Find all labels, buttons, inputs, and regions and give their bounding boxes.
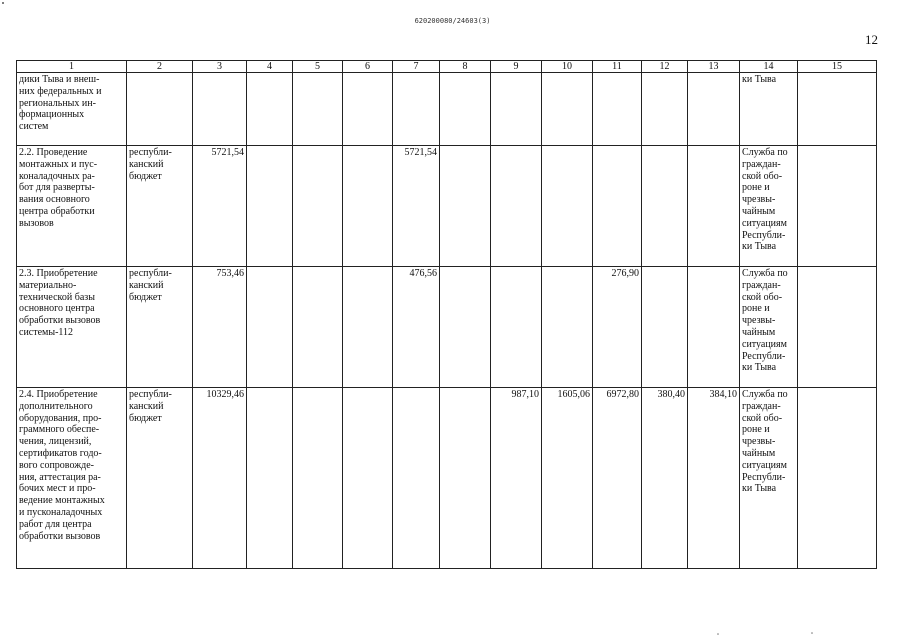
table-row xyxy=(17,146,877,267)
empty-cell xyxy=(343,388,393,569)
column-header: 2 xyxy=(127,61,193,73)
year-value-cell: 987,10 xyxy=(491,388,542,569)
year-value-cell: 380,40 xyxy=(642,388,688,569)
table-row xyxy=(17,267,877,388)
empty-cell xyxy=(247,73,293,146)
total-cell xyxy=(193,73,247,146)
column-header: 7 xyxy=(393,61,440,73)
scan-speck xyxy=(811,632,813,634)
empty-cell xyxy=(440,267,491,388)
year-value-cell xyxy=(688,146,740,267)
year-value-cell xyxy=(542,146,593,267)
year-value-cell xyxy=(491,267,542,388)
year-value-cell xyxy=(688,73,740,146)
empty-cell xyxy=(343,73,393,146)
year-value-cell: 1605,06 xyxy=(542,388,593,569)
year-value-cell xyxy=(642,73,688,146)
empty-cell xyxy=(247,146,293,267)
year-value-cell: 5721,54 xyxy=(393,146,440,267)
activity-cell: 2.4. Приобретение дополнительного оборудования, про- граммного обеспе- чения, лицензий, сертификатов годо- вого сопровожде- ния, аттестация ра- бочих мест и про- ведение монтажных и пусконаладочных работ для центра обработки вызовов xyxy=(17,388,127,569)
activity-cell: 2.3. Приобретение материально- технической базы основного центра обработки вызовов системы-112 xyxy=(17,267,127,388)
responsible-cell: ки Тыва xyxy=(740,73,798,146)
year-value-cell xyxy=(593,146,642,267)
empty-cell xyxy=(293,388,343,569)
header-row xyxy=(17,61,877,73)
year-value-cell xyxy=(393,388,440,569)
funding-source-cell: республи- канский бюджет xyxy=(127,388,193,569)
year-value-cell xyxy=(688,267,740,388)
funding-source-cell xyxy=(127,73,193,146)
empty-cell xyxy=(247,267,293,388)
empty-cell xyxy=(798,73,877,146)
total-cell: 5721,54 xyxy=(193,146,247,267)
total-cell: 10329,46 xyxy=(193,388,247,569)
column-header: 11 xyxy=(593,61,642,73)
year-value-cell xyxy=(542,73,593,146)
column-header: 9 xyxy=(491,61,542,73)
year-value-cell xyxy=(642,267,688,388)
empty-cell xyxy=(247,388,293,569)
empty-cell xyxy=(440,388,491,569)
column-header: 3 xyxy=(193,61,247,73)
column-header: 15 xyxy=(798,61,877,73)
year-value-cell xyxy=(593,73,642,146)
year-value-cell: 6972,80 xyxy=(593,388,642,569)
year-value-cell: 384,10 xyxy=(688,388,740,569)
empty-cell xyxy=(440,146,491,267)
column-header: 13 xyxy=(688,61,740,73)
empty-cell xyxy=(293,267,343,388)
activity-cell: 2.2. Проведение монтажных и пус- коналадочных ра- бот для разверты- вания основного центра обработки вызовов xyxy=(17,146,127,267)
page-number: 12 xyxy=(865,32,878,47)
empty-cell xyxy=(798,146,877,267)
empty-cell xyxy=(293,146,343,267)
column-header: 4 xyxy=(247,61,293,73)
scan-speck xyxy=(2,2,4,4)
empty-cell xyxy=(798,267,877,388)
empty-cell xyxy=(343,267,393,388)
column-header: 14 xyxy=(740,61,798,73)
column-header: 12 xyxy=(642,61,688,73)
year-value-cell xyxy=(393,73,440,146)
empty-cell xyxy=(343,146,393,267)
responsible-cell: Служба по граждан- ской обо- роне и чрезвы- чайным ситуациям Республи- ки Тыва xyxy=(740,388,798,569)
column-header: 8 xyxy=(440,61,491,73)
year-value-cell xyxy=(542,267,593,388)
scan-speck xyxy=(717,633,719,635)
document-code: 620200080/24603(3) xyxy=(414,17,491,25)
column-header: 6 xyxy=(343,61,393,73)
funding-source-cell: республи- канский бюджет xyxy=(127,267,193,388)
year-value-cell: 476,56 xyxy=(393,267,440,388)
year-value-cell xyxy=(491,73,542,146)
funding-source-cell: республи- канский бюджет xyxy=(127,146,193,267)
column-header: 1 xyxy=(17,61,127,73)
empty-cell xyxy=(798,388,877,569)
activity-cell: дики Тыва и внеш- них федеральных и региональных ин- формационных систем xyxy=(17,73,127,146)
empty-cell xyxy=(293,73,343,146)
total-cell: 753,46 xyxy=(193,267,247,388)
table-row xyxy=(17,73,877,146)
year-value-cell: 276,90 xyxy=(593,267,642,388)
year-value-cell xyxy=(491,146,542,267)
column-header: 10 xyxy=(542,61,593,73)
column-header: 5 xyxy=(293,61,343,73)
budget-table xyxy=(16,60,877,569)
responsible-cell: Служба по граждан- ской обо- роне и чрезвы- чайным ситуациям Республи- ки Тыва xyxy=(740,267,798,388)
responsible-cell: Служба по граждан- ской обо- роне и чрезвы- чайным ситуациям Республи- ки Тыва xyxy=(740,146,798,267)
year-value-cell xyxy=(642,146,688,267)
empty-cell xyxy=(440,73,491,146)
table-row xyxy=(17,388,877,569)
